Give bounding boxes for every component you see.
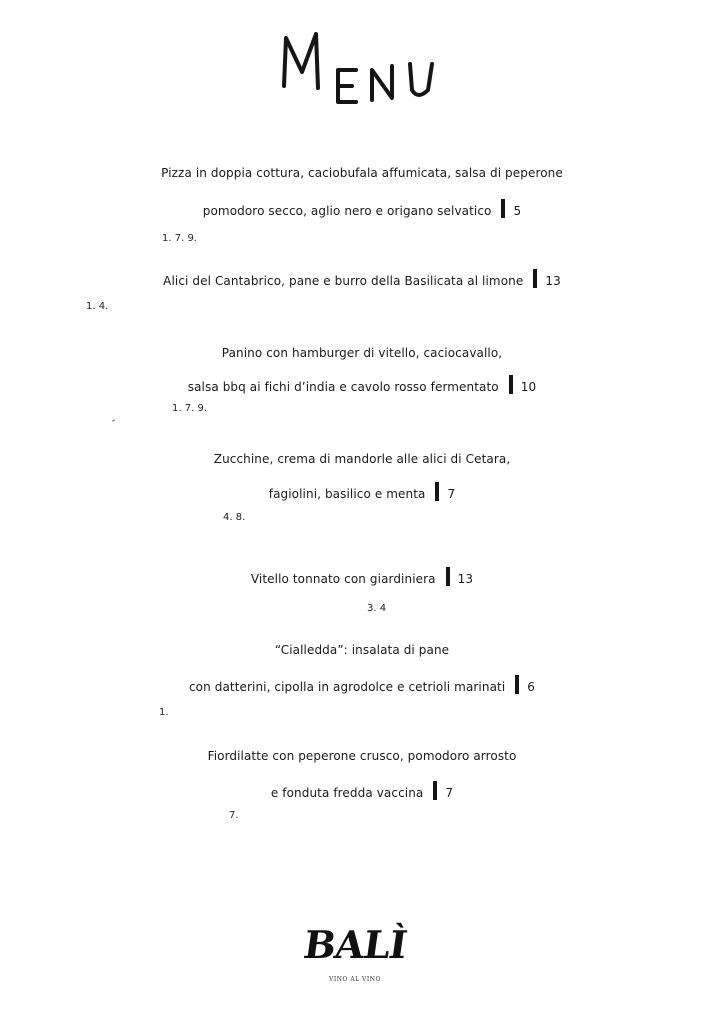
dish-7-description: Fiordilatte con peperone crusco, pomodoro arrosto	[207, 749, 517, 763]
dish-4-line-1	[0, 445, 724, 473]
dish-3-line-2	[0, 373, 724, 401]
dish-7-line-2	[0, 779, 724, 807]
price-separator	[509, 375, 513, 394]
price-separator	[446, 567, 450, 586]
dish-2-line-1	[0, 267, 724, 295]
menu-title	[0, 24, 724, 108]
price-separator	[501, 199, 505, 218]
dish-1-price: 5	[513, 204, 522, 218]
dish-6-description-cont: con datterini, cipolla in agrodolce e cetrioli marinati	[188, 680, 506, 694]
dish-4-line-2	[0, 480, 724, 508]
dish-1-description-cont: pomodoro secco, aglio nero e origano selvatico	[202, 204, 492, 218]
dish-5-price: 13	[457, 572, 474, 586]
dish-7-line-1	[0, 742, 724, 770]
dish-4-description-cont: fagiolini, basilico e menta	[268, 487, 426, 501]
dish-6-line-1	[0, 636, 724, 664]
dish-4-description: Zucchine, crema di mandorle alle alici di Cetara,	[213, 452, 511, 466]
price-separator	[515, 675, 519, 694]
dish-3-description-cont: salsa bbq ai fichi d’india e cavolo rosso fermentato	[187, 380, 499, 394]
dish-5-line-1	[0, 565, 724, 593]
dish-4-allergens: 4. 8.	[223, 512, 246, 523]
menu-title-lettering	[272, 24, 452, 108]
dish-2-description: Alici del Cantabrico, pane e burro della Basilicata al limone	[163, 274, 524, 288]
dish-3-allergens: 1. 7. 9.	[172, 403, 207, 414]
dish-1-allergens: 1. 7. 9.	[162, 233, 197, 244]
dish-3-description: Panino con hamburger di vitello, caciocavallo,	[221, 346, 503, 360]
dish-7-allergens: 7.	[229, 810, 239, 821]
logo-wordmark: BALÌ	[300, 922, 410, 967]
price-separator	[435, 482, 439, 501]
dish-7-description-cont: e fonduta fredda vaccina	[270, 786, 424, 800]
dish-6-allergens: 1.	[159, 707, 169, 718]
price-separator	[433, 781, 437, 800]
price-separator	[533, 269, 537, 288]
logo-tagline: VINO AL VINO	[329, 976, 381, 983]
dish-6-line-2	[0, 673, 724, 701]
dish-6-description: “Cialledda”: insalata di pane	[274, 643, 450, 657]
dish-4-price: 7	[447, 487, 456, 501]
stray-mark	[112, 419, 115, 421]
dish-5-allergens: 3. 4	[367, 603, 387, 614]
dish-3-price: 10	[520, 380, 537, 394]
dish-2-price: 13	[545, 274, 561, 288]
dish-1-line-1	[0, 159, 724, 187]
dish-5-description: Vitello tonnato con giardiniera	[250, 572, 436, 586]
dish-3-line-1	[0, 339, 724, 367]
dish-7-price: 7	[445, 786, 454, 800]
dish-2-allergens: 1. 4.	[86, 301, 109, 312]
dish-6-price: 6	[527, 680, 536, 694]
bali-logo	[300, 922, 410, 992]
dish-1-line-2	[0, 197, 724, 225]
dish-1-description: Pizza in doppia cottura, caciobufala affumicata, salsa di peperone	[161, 166, 563, 180]
